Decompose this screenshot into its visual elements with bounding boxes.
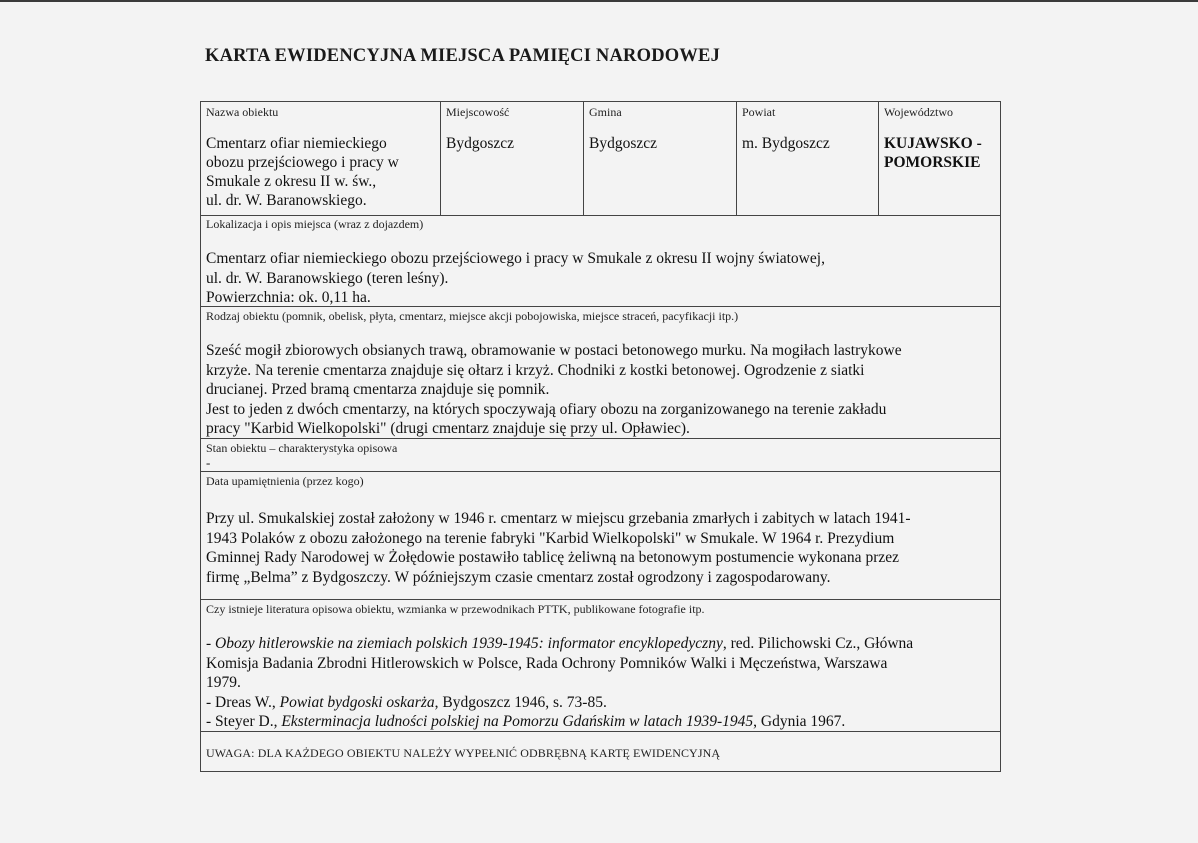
label-data-upamietnienia: Data upamiętnienia (przez kogo) [206, 474, 364, 488]
record-form [200, 101, 1001, 772]
section-rodzaj [201, 307, 1000, 439]
text-line: Cmentarz ofiar niemieckiego obozu przejściowego i pracy w Smukale z okresu II wojny światowej, [206, 250, 825, 267]
value-nazwa-line: Cmentarz ofiar niemieckiego [206, 135, 387, 152]
section-uwaga [201, 732, 1000, 771]
text-line: drucianej. Przed bramą cmentarza znajduje się pomnik. [206, 381, 550, 398]
text-line: ul. dr. W. Baranowskiego (teren leśny). [206, 269, 449, 287]
text-line: Jest to jeden z dwóch cmentarzy, na których spoczywają ofiary obozu na zorganizowanego na terenie zakładu [206, 400, 887, 418]
text-line: Gminnej Rady Narodowej w Żołędowie postawiło tablicę żeliwną na betonowym postumencie wykonana przez [206, 549, 899, 566]
text-line: Powierzchnia: ok. 0,11 ha. [206, 289, 371, 306]
section-data-upamietnienia [201, 472, 1000, 600]
page-title: KARTA EWIDENCYJNA MIEJSCA PAMIĘCI NARODOWEJ [205, 46, 721, 66]
value-miejscowosc: Bydgoszcz [446, 135, 515, 152]
text-line: Sześć mogił zbiorowych obsianych trawą, obramowanie w postaci betonowego murku. Na mogiłach lastrykowe [206, 342, 902, 359]
value-wojewodztwo [884, 134, 982, 172]
section-stan [201, 439, 1000, 472]
value-nazwa-line: obozu przejściowego i pracy w [206, 154, 399, 171]
value-stan: - [206, 455, 211, 470]
header-row [201, 102, 1000, 216]
value-gmina: Bydgoszcz [589, 135, 658, 152]
value-wojewodztwo-line: POMORSKIE [884, 154, 981, 171]
cell-miejscowosc [441, 102, 584, 215]
text-data-upamietnienia [206, 509, 911, 587]
section-literatura [201, 600, 1000, 732]
text-line: 1943 Polaków z obozu założonego na terenie fabryki "Karbid Wielkopolski" w Smukale. W 1964 r. Prezydium [206, 529, 895, 547]
text-line: krzyże. Na terenie cmentarza znajduje się ołtarz i krzyż. Chodniki z kostki betonowej. Ogrodzenie z siatki [206, 361, 865, 379]
label-literatura: Czy istnieje literatura opisowa obiektu, wzmianka w przewodnikach PTTK, publikowane fotografie itp. [206, 602, 705, 616]
cell-wojewodztwo [879, 102, 1000, 215]
scan-top-edge [0, 0, 1198, 2]
text-literatura [206, 634, 913, 732]
label-powiat: Powiat [742, 105, 776, 119]
text-lokalizacja [206, 249, 825, 308]
text-rodzaj [206, 341, 902, 439]
label-miejscowosc: Miejscowość [446, 105, 510, 119]
text-line: firmę „Belma” z Bydgoszczy. W późniejszym czasie cmentarz został ogrodzony i zagospodarowany. [206, 568, 831, 586]
label-wojewodztwo: Województwo [884, 105, 954, 119]
value-nazwa [206, 134, 399, 210]
label-rodzaj: Rodzaj obiektu (pomnik, obelisk, płyta, cmentarz, miejsce akcji pobojowiska, miejsce straceń, pacyfikacji itp.) [206, 309, 739, 323]
literature-item: - Dreas W., Powiat bydgoski oskarża, Bydgoszcz 1946, s. 73-85. [206, 693, 607, 711]
note-uwaga: UWAGA: DLA KAŻDEGO OBIEKTU NALEŻY WYPEŁNIĆ ODBRĘBNĄ KARTĘ EWIDENCYJNĄ [206, 746, 721, 760]
literature-item: - Obozy hitlerowskie na ziemiach polskich 1939-1945: informator encyklopedyczny, red. Pilichowski Cz., Główna [206, 635, 914, 652]
section-lokalizacja [201, 215, 1000, 307]
value-wojewodztwo-line: KUJAWSKO - [884, 135, 982, 152]
literature-item: - Steyer D., Eksterminacja ludności polskiej na Pomorzu Gdańskim w latach 1939-1945, Gdynia 1967. [206, 713, 846, 730]
value-nazwa-line: ul. dr. W. Baranowskiego. [206, 192, 367, 209]
literature-item: Komisja Badania Zbrodni Hitlerowskich w Polsce, Rada Ochrony Pomników Walki i Męczeństwa, Warszawa [206, 654, 888, 672]
value-nazwa-line: Smukale z okresu II w. św., [206, 173, 377, 190]
label-lokalizacja: Lokalizacja i opis miejsca (wraz z dojazdem) [206, 217, 424, 231]
literature-item: 1979. [206, 674, 241, 691]
text-line: Przy ul. Smukalskiej został założony w 1946 r. cmentarz w miejscu grzebania zmarłych i zabitych w latach 1941- [206, 510, 911, 527]
label-nazwa: Nazwa obiektu [206, 105, 279, 119]
label-gmina: Gmina [589, 105, 622, 119]
cell-gmina [584, 102, 737, 215]
cell-powiat [737, 102, 879, 215]
text-line: pracy "Karbid Wielkopolski" (drugi cmentarz znajduje się przy ul. Opławiec). [206, 420, 690, 437]
label-stan: Stan obiektu – charakterystyka opisowa [206, 441, 398, 455]
cell-nazwa [201, 102, 441, 215]
value-powiat: m. Bydgoszcz [742, 135, 830, 152]
